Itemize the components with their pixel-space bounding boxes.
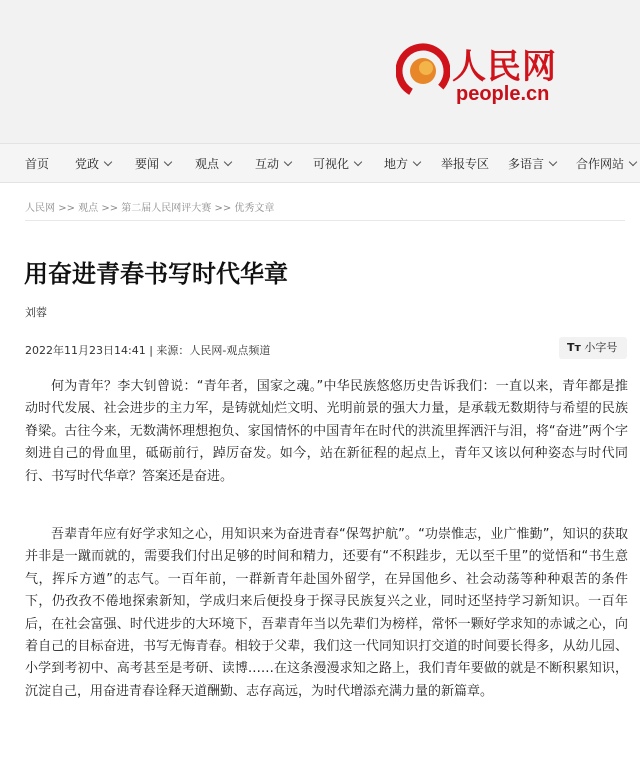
nav-item-languages[interactable]: 多语言 <box>508 144 556 184</box>
chevron-down-icon <box>284 158 292 166</box>
breadcrumb-separator: >> <box>214 203 232 214</box>
breadcrumb-separator: >> <box>101 203 119 214</box>
breadcrumb <box>25 199 274 214</box>
article-paragraph: 吾辈青年应有好学求知之心，用知识来为奋进青春“保驾护航”。“功崇惟志，业广惟勤”，知识的获取并非是一蹴而就的，需要我们付出足够的时间和精力，还要有“不积跬步，无以至千里”的觉悟和“书生意气，挥斥方遒”的志气。一百年前，一群新青年赴国外留学，在异国他乡、社会动荡等种种艰苦的条件下，仍孜孜不倦地探索新知，学成归来后便投身于探寻民族复兴之业，同时还坚持学习新知识。一百年后，在社会富强、时代进步的大环境下，吾辈青年当以先辈们为榜样，常怀一颗好学求知的赤诚之心，向着自己的目标奋进，书写无悔青春。相较于父辈，我们这一代同知识打交道的时间要长得多，从幼儿园、小学到考初中、高考甚至是考研、读博……在这条漫漫求知之路上，我们青年要做的就是不断积累知识，沉淀自己，用奋进青春诠释天道酬勤、志存高远，为时代增添充满力量的新篇章。 <box>25 527 628 699</box>
article-date: 2022年11月23日14:41 <box>25 344 146 357</box>
nav-item-home[interactable]: 首页 <box>25 157 50 171</box>
article-author: 刘蓉 <box>25 306 47 319</box>
logo-name-cn: 人民网 <box>452 47 557 87</box>
nav-item-visual[interactable]: 可视化 <box>313 144 361 184</box>
nav-item-interaction[interactable]: 互动 <box>255 144 291 184</box>
chevron-down-icon <box>224 158 232 166</box>
article-meta <box>25 342 270 358</box>
chevron-down-icon <box>549 158 557 166</box>
main-nav <box>0 143 640 183</box>
nav-item-news[interactable]: 要闻 <box>135 144 171 184</box>
chevron-down-icon <box>413 158 421 166</box>
chevron-down-icon <box>354 158 362 166</box>
breadcrumb-separator: >> <box>58 203 75 214</box>
chevron-down-icon <box>629 158 637 166</box>
site-header <box>0 0 640 143</box>
logo-domain: people.cn <box>456 83 550 105</box>
breadcrumb-item[interactable]: 观点 <box>78 203 99 214</box>
chevron-down-icon <box>104 158 112 166</box>
nav-item-party[interactable]: 党政 <box>75 144 111 184</box>
people-logo-icon <box>396 43 450 97</box>
font-size-icon: Tт <box>567 341 581 354</box>
site-logo[interactable] <box>396 39 566 105</box>
breadcrumb-item[interactable]: 人民网 <box>25 203 55 214</box>
article-source[interactable]: 来源：人民网-观点频道 <box>156 344 271 357</box>
nav-item-partners[interactable]: 合作网站 <box>576 144 636 184</box>
article-title: 用奋进青春书写时代华章 <box>24 260 288 288</box>
article-paragraph: 何为青年？李大钊曾说：“青年者，国家之魂。”中华民族悠悠历史告诉我们：一直以来，青年都是推动时代发展、社会进步的主力军，是铸就灿烂文明、光明前景的强大力量，是承载无数期待与希望的民族脊梁。古往今来，无数满怀理想抱负、家国情怀的中国青年在时代的洪流里挥洒汗与泪，将“奋进”两个字刻进自己的骨血里，砥砺前行，踔厉奋发。如今，站在新征程的起点上，青年又该以何种姿态与时代同行、书写时代华章？答案还是奋进。 <box>25 379 628 484</box>
meta-separator: | <box>149 344 153 357</box>
nav-item-opinion[interactable]: 观点 <box>195 144 231 184</box>
font-size-button[interactable] <box>559 337 627 359</box>
nav-item-local[interactable]: 地方 <box>384 144 420 184</box>
breadcrumb-item[interactable]: 优秀文章 <box>234 203 275 214</box>
font-size-label: 小字号 <box>584 341 618 354</box>
nav-item-report[interactable]: 举报专区 <box>441 157 490 171</box>
breadcrumb-item[interactable]: 第二届人民网评大赛 <box>121 203 212 214</box>
breadcrumb-divider <box>25 220 625 221</box>
chevron-down-icon <box>164 158 172 166</box>
